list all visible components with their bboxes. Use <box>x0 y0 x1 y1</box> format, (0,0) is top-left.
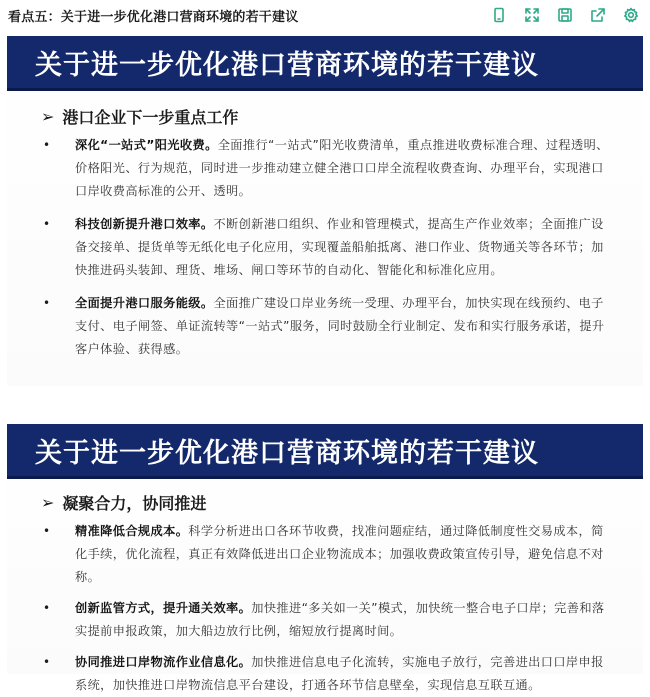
list-item <box>41 597 611 643</box>
list-item <box>41 520 611 589</box>
slide-banner <box>7 424 643 479</box>
bullet-dot-icon: • <box>43 601 51 615</box>
section-title: 港口企业下一步重点工作 <box>62 108 239 127</box>
slide-card-2 <box>7 424 643 692</box>
item-body: 加快推进信息电子化流转，实施电子放行，完善进出口口岸申报系统，加快推进口岸物流信息平台建设，打通各环节信息壁垒，实现信息互联互通。 <box>75 655 604 692</box>
bullet-list <box>41 520 611 697</box>
banner-title: 关于进一步优化港口营商环境的若干建议 <box>35 49 539 81</box>
item-paragraph <box>75 651 611 697</box>
item-heading: 协同推进口岸物流作业信息化。 <box>75 655 252 669</box>
item-heading: 创新监管方式，提升通关效率。 <box>75 601 252 615</box>
item-heading: 科技创新提升港口效率。 <box>75 217 214 231</box>
settings-button[interactable] <box>617 3 644 26</box>
bullet-dot-icon: • <box>43 296 51 310</box>
item-heading: 精准降低合规成本。 <box>75 524 189 538</box>
slide-card-1 <box>7 36 643 386</box>
item-paragraph <box>75 292 611 361</box>
item-heading: 全面提升港口服务能级。 <box>75 296 214 310</box>
item-body: 加快推进“多关如一关”模式，加快统一整合电子口岸；完善和落实提前申报政策，加大船边放行比例，缩短放行提离时间。 <box>75 601 605 638</box>
item-body: 不断创新港口组织、作业和管理模式，提高生产作业效率；全面推广设备交接单、提货单等无纸化电子化应用，实现覆盖船舶抵离、港口作业、货物通关等各环节；加快推进码头装卸、理货、堆场、闸口等环节的自动化、智能化和标准化应用。 <box>75 217 604 277</box>
list-item <box>41 213 611 282</box>
bullet-dot-icon: • <box>43 524 51 538</box>
bullet-dot-icon: • <box>43 217 51 231</box>
share-button[interactable] <box>584 3 611 26</box>
section-header <box>41 491 643 514</box>
item-paragraph <box>75 597 611 643</box>
save-button[interactable] <box>551 3 578 26</box>
item-paragraph <box>75 134 611 203</box>
share-icon <box>590 7 606 23</box>
item-body: 全面推行“一站式”阳光收费清单，重点推进收费标准合理、过程透明、价格阳光、行为规范，同时进一步推动建立健全港口口岸全流程收费查询、办理平台，实现港口口岸收费高标准的公开、透明。 <box>75 138 609 198</box>
section-header <box>41 105 643 128</box>
top-bar <box>0 0 650 30</box>
page-title: 看点五：关于进一步优化港口营商环境的若干建议 <box>8 10 299 25</box>
list-item <box>41 292 611 361</box>
arrow-bullet-icon: ➢ <box>41 493 55 512</box>
bullet-list <box>41 134 611 361</box>
item-paragraph <box>75 213 611 282</box>
bullet-dot-icon: • <box>43 655 51 669</box>
list-item <box>41 134 611 203</box>
banner-title: 关于进一步优化港口营商环境的若干建议 <box>35 437 539 469</box>
expand-button[interactable] <box>518 3 545 26</box>
phone-preview-button[interactable] <box>485 3 512 26</box>
expand-icon <box>524 7 540 23</box>
slide-banner <box>7 36 643 91</box>
bullet-dot-icon: • <box>43 138 51 152</box>
item-heading: 深化“一站式”阳光收费。 <box>75 138 218 152</box>
arrow-bullet-icon: ➢ <box>41 107 55 126</box>
item-body: 科学分析进出口各环节收费，找准问题症结，通过降低制度性交易成本，简化手续，优化流程，真正有效降低进出口企业物流成本；加强收费政策宣传引导，避免信息不对称。 <box>75 524 604 584</box>
gear-icon <box>623 7 639 23</box>
section-title: 凝聚合力，协同推进 <box>62 494 207 513</box>
item-paragraph <box>75 520 611 589</box>
list-item <box>41 651 611 697</box>
save-icon <box>557 7 573 23</box>
phone-preview-icon <box>491 7 507 23</box>
item-body: 全面推广建设口岸业务统一受理、办理平台，加快实现在线预约、电子支付、电子闸签、单证流转等“一站式”服务，同时鼓励全行业制定、发布和实行服务承诺，提升客户体验、获得感。 <box>75 296 605 356</box>
toolbar <box>485 3 644 26</box>
